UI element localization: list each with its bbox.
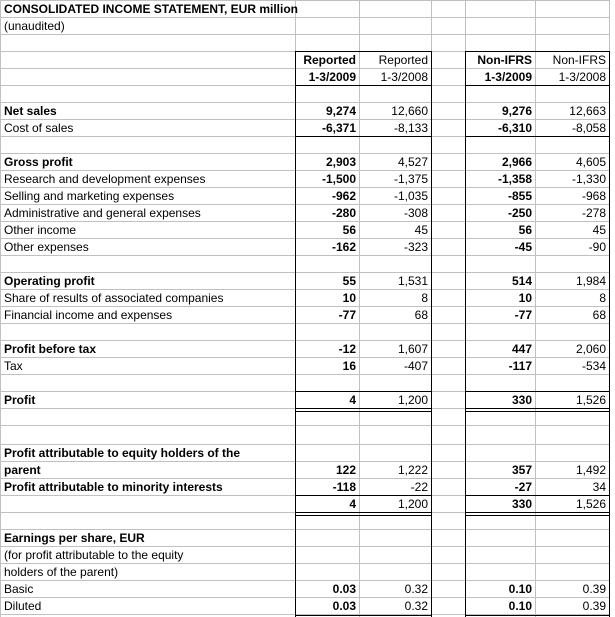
row-label-net-sales: Net sales (4, 104, 57, 118)
selling-nonifrs-2009: -855 (507, 189, 532, 203)
operating-profit-nonifrs-2008: 1,984 (575, 274, 606, 288)
profit-nonifrs-2009: 330 (511, 393, 532, 407)
attr-minority-nonifrs-2009: -27 (514, 480, 532, 494)
tax-reported-2009: 16 (342, 359, 356, 373)
attr-total-nonifrs-2008: 1,526 (575, 497, 606, 511)
pbt-nonifrs-2009: 447 (511, 342, 532, 356)
eps-title: Earnings per share, EUR (4, 531, 145, 545)
cost-of-sales-reported-2008: -8,133 (393, 121, 428, 135)
attr-minority-reported-2009: -118 (332, 480, 356, 494)
row-label-financial: Financial income and expenses (4, 308, 173, 322)
attr-equity-nonifrs-2009: 357 (511, 463, 532, 477)
row-label-associated: Share of results of associated companies (4, 291, 224, 305)
row-label-diluted: Diluted (4, 599, 42, 613)
associated-reported-2009: 10 (342, 291, 356, 305)
financial-reported-2008: 68 (414, 308, 428, 322)
selling-nonifrs-2008: -968 (581, 189, 606, 203)
profit-nonifrs-2008: 1,526 (575, 393, 606, 407)
header-reported-2008-line1: Reported (378, 53, 428, 67)
cost-of-sales-nonifrs-2008: -8,058 (571, 121, 606, 135)
admin-reported-2008: -308 (403, 206, 428, 220)
operating-profit-reported-2009: 55 (342, 274, 356, 288)
row-label-attr-equity-line2: parent (4, 463, 41, 477)
row-label-rnd: Research and development expenses (4, 172, 206, 186)
associated-nonifrs-2009: 10 (518, 291, 532, 305)
row-label-profit: Profit (4, 393, 36, 407)
attr-minority-nonifrs-2008: 34 (592, 480, 606, 494)
rnd-reported-2008: -1,375 (393, 172, 428, 186)
diluted-nonifrs-2008: 0.39 (582, 599, 606, 613)
basic-nonifrs-2009: 0.10 (508, 582, 532, 596)
header-reported-2008-line2: 1-3/2008 (380, 70, 428, 84)
tax-nonifrs-2009: -117 (508, 359, 532, 373)
basic-nonifrs-2008: 0.39 (582, 582, 606, 596)
attr-total-reported-2009: 4 (349, 497, 356, 511)
tax-nonifrs-2008: -534 (581, 359, 606, 373)
row-label-cost-of-sales: Cost of sales (4, 121, 74, 135)
row-label-selling: Selling and marketing expenses (4, 189, 175, 203)
profit-reported-2009: 4 (349, 393, 356, 407)
row-label-basic: Basic (4, 582, 34, 596)
pbt-reported-2008: 1,607 (397, 342, 428, 356)
admin-nonifrs-2008: -278 (581, 206, 606, 220)
attr-minority-reported-2008: -22 (410, 480, 428, 494)
net-sales-nonifrs-2008: 12,663 (569, 104, 606, 118)
selling-reported-2009: -962 (331, 189, 356, 203)
diluted-nonifrs-2009: 0.10 (508, 599, 532, 613)
net-sales-nonifrs-2009: 9,276 (501, 104, 532, 118)
header-reported-2009-line1: Reported (303, 53, 356, 67)
row-label-gross-profit: Gross profit (4, 155, 73, 169)
cost-of-sales-reported-2009: -6,371 (321, 121, 356, 135)
pbt-reported-2009: -12 (338, 342, 356, 356)
financial-nonifrs-2009: -77 (514, 308, 532, 322)
rnd-nonifrs-2009: -1,358 (497, 172, 532, 186)
attr-total-nonifrs-2009: 330 (511, 497, 532, 511)
financial-nonifrs-2008: 68 (592, 308, 606, 322)
statement-title: CONSOLIDATED INCOME STATEMENT, EUR million (4, 2, 298, 16)
row-label-tax: Tax (4, 359, 23, 373)
rnd-nonifrs-2008: -1,330 (571, 172, 606, 186)
other-expenses-reported-2008: -323 (403, 240, 428, 254)
gross-profit-nonifrs-2008: 4,605 (575, 155, 606, 169)
row-label-admin: Administrative and general expenses (4, 206, 201, 220)
other-income-nonifrs-2009: 56 (518, 223, 532, 237)
associated-nonifrs-2008: 8 (599, 291, 606, 305)
other-income-reported-2009: 56 (342, 223, 356, 237)
net-sales-reported-2009: 9,274 (325, 104, 356, 118)
attr-equity-nonifrs-2008: 1,492 (575, 463, 606, 477)
eps-note-line2: holders of the parent) (4, 565, 119, 579)
admin-nonifrs-2009: -250 (507, 206, 532, 220)
profit-reported-2008: 1,200 (397, 393, 428, 407)
cost-of-sales-nonifrs-2009: -6,310 (497, 121, 532, 135)
rnd-reported-2009: -1,500 (321, 172, 356, 186)
gross-profit-nonifrs-2009: 2,966 (501, 155, 532, 169)
attr-equity-reported-2008: 1,222 (397, 463, 428, 477)
admin-reported-2009: -280 (331, 206, 356, 220)
basic-reported-2009: 0.03 (332, 582, 356, 596)
row-label-other-income: Other income (4, 223, 77, 237)
statement-subtitle: (unaudited) (4, 19, 65, 33)
diluted-reported-2009: 0.03 (332, 599, 356, 613)
other-expenses-reported-2009: -162 (331, 240, 356, 254)
gross-profit-reported-2009: 2,903 (325, 155, 356, 169)
row-label-operating-profit: Operating profit (4, 274, 95, 288)
header-nonifrs-2009-line1: Non-IFRS (477, 53, 532, 67)
attr-equity-reported-2009: 122 (335, 463, 356, 477)
net-sales-reported-2008: 12,660 (391, 104, 428, 118)
operating-profit-reported-2008: 1,531 (397, 274, 428, 288)
row-label-other-expenses: Other expenses (4, 240, 89, 254)
pbt-nonifrs-2008: 2,060 (575, 342, 606, 356)
tax-reported-2008: -407 (403, 359, 428, 373)
attr-total-reported-2008: 1,200 (397, 497, 428, 511)
associated-reported-2008: 8 (421, 291, 428, 305)
header-nonifrs-2008-line1: Non-IFRS (552, 53, 606, 67)
basic-reported-2008: 0.32 (404, 582, 428, 596)
financial-reported-2009: -77 (338, 308, 356, 322)
row-label-pbt: Profit before tax (4, 342, 97, 356)
other-income-reported-2008: 45 (414, 223, 428, 237)
other-income-nonifrs-2008: 45 (592, 223, 606, 237)
header-nonifrs-2009-line2: 1-3/2009 (484, 70, 532, 84)
eps-note-line1: (for profit attributable to the equity (4, 548, 184, 562)
operating-profit-nonifrs-2009: 514 (511, 274, 532, 288)
gross-profit-reported-2008: 4,527 (397, 155, 428, 169)
header-reported-2009-line2: 1-3/2009 (308, 70, 356, 84)
diluted-reported-2008: 0.32 (404, 599, 428, 613)
other-expenses-nonifrs-2008: -90 (588, 240, 606, 254)
row-label-attr-minority: Profit attributable to minority interests (4, 480, 223, 494)
other-expenses-nonifrs-2009: -45 (514, 240, 532, 254)
row-label-attr-equity-line1: Profit attributable to equity holders of the (4, 446, 241, 460)
header-nonifrs-2008-line2: 1-3/2008 (558, 70, 606, 84)
selling-reported-2008: -1,035 (393, 189, 428, 203)
